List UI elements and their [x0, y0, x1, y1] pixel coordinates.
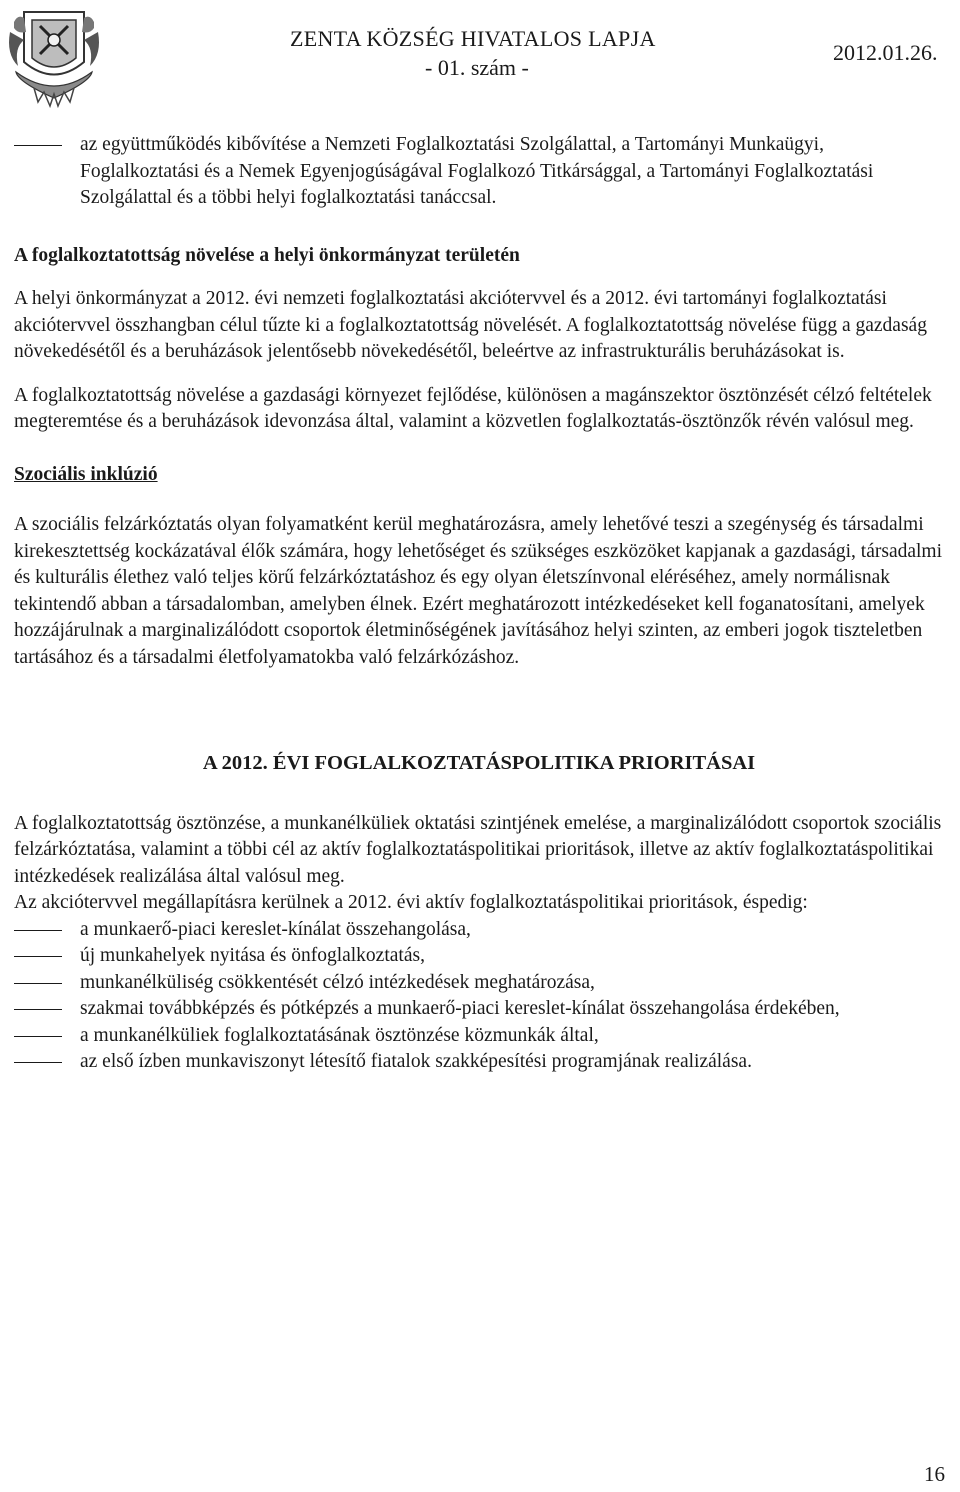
list-item-text: a munkaerő-piaci kereslet-kínálat összehangolása, [80, 918, 471, 940]
dash-bullet-icon [14, 1036, 62, 1037]
publication-title: ZENTA KÖZSÉG HIVATALOS LAPJA [290, 26, 656, 51]
paragraph: A foglalkoztatottság növelése a gazdasági környezet fejlődése, különösen a magánszektor ösztönzését célzó feltételek megteremtése és a beruházások idevonzása által, valamint a közvetlen foglalkoztatás-ösztönzők révén valósul meg. [14, 384, 932, 432]
dash-bullet-icon [14, 145, 62, 146]
list-item [14, 1023, 944, 1050]
coat-of-arms-icon [4, 2, 104, 110]
page-header [0, 0, 960, 110]
list-item [14, 970, 944, 997]
list-item [14, 917, 944, 944]
dash-bullet-icon [14, 1062, 62, 1063]
list-item [14, 943, 944, 970]
list-item [14, 132, 944, 212]
issue-date: 2012.01.26. [833, 40, 938, 65]
dash-bullet-icon [14, 1009, 62, 1010]
paragraph: A szociális felzárkóztatás olyan folyamatként kerül meghatározásra, amely lehetővé teszi a szegénység és társadalmi kirekesztettség kockázatával élők számára, hogy lehetőséget és szükséges eszközöket kapjanak a gazdasági, társadalmi és kulturális élethez való teljes körű felzárkóztatáshoz és egy olyan életszínvonal eléréséhez, amely normálisnak tekintendő abban a társadalomban, amelyben élnek. Ezért meghatározott intézkedéseket kell foganatosítani, amelyek hozzájárulnak a marginalizálódott csoportok életminőségének javításához helyi szinten, az emberi jogok tiszteletben tartásához és a társadalmi életfolyamatokba való felzárkózáshoz. [14, 514, 943, 668]
list-item-text: munkanélküliség csökkentését célzó intézkedések meghatározása, [80, 971, 595, 993]
list-item-text: a munkanélküliek foglalkoztatásának ösztönzése közmunkák által, [80, 1024, 599, 1046]
list-item-text: az első ízben munkaviszonyt létesítő fiatalok szakképesítési programjának realizálása. [80, 1051, 752, 1072]
issue-number: - 01. szám - [425, 55, 529, 80]
dash-bullet-icon [14, 983, 62, 984]
section-heading: A 2012. ÉVI FOGLALKOZTATÁSPOLITIKA PRIORITÁSAI [202, 752, 756, 774]
paragraph: A helyi önkormányzat a 2012. évi nemzeti foglalkoztatási akciótervvel és a 2012. évi tartományi foglalkoztatási akciótervvel összhangban célul tűzte ki a foglalkoztatottság növelését. A foglalkoztatottság növelése függ a gazdaság növekedésétől és a beruházások jelentősebb növekedésétől, beleértve az infrastrukturális beruházásokat is. [14, 288, 927, 362]
dash-bullet-icon [14, 930, 62, 931]
list-item [14, 1049, 944, 1076]
list-item-text: szakmai továbbképzés és pótképzés a munkaerő-piaci kereslet-kínálat összehangolása érdekében, [80, 998, 840, 1019]
paragraph: A foglalkoztatottság ösztönzése, a munkanélküliek oktatási szintjének emelése, a marginalizálódott csoportok szociális felzárkóztatása, valamint a többi cél az aktív foglalkoztatáspolitikai prioritások, illetve az aktív foglalkoztatáspolitikai intézkedések realizálása által valósul meg. [14, 812, 942, 887]
priority-list [14, 917, 944, 1076]
document-body [14, 132, 944, 1076]
list-item-text: új munkahelyek nyitása és önfoglalkoztatás, [80, 945, 425, 966]
list-item-text: az együttműködés kibővítése a Nemzeti Foglalkoztatási Szolgálattal, a Tartományi Munkaügyi, Foglalkoztatási és a Nemek Egyenjogúságával Foglalkozó Titkársággal, a Tartományi Foglalkoztatási Szolgálattal és a többi helyi foglalkoztatási tanáccsal. [80, 134, 874, 208]
section-heading: Szociális inklúzió [14, 463, 158, 485]
page-number: 16 [924, 1462, 945, 1486]
dash-bullet-icon [14, 956, 62, 957]
paragraph: Az akciótervvel megállapításra kerülnek a 2012. évi aktív foglalkoztatáspolitikai prioritások, éspedig: [14, 892, 808, 913]
list-item [14, 996, 944, 1023]
section-heading: A foglalkoztatottság növelése a helyi önkormányzat területén [14, 244, 520, 266]
